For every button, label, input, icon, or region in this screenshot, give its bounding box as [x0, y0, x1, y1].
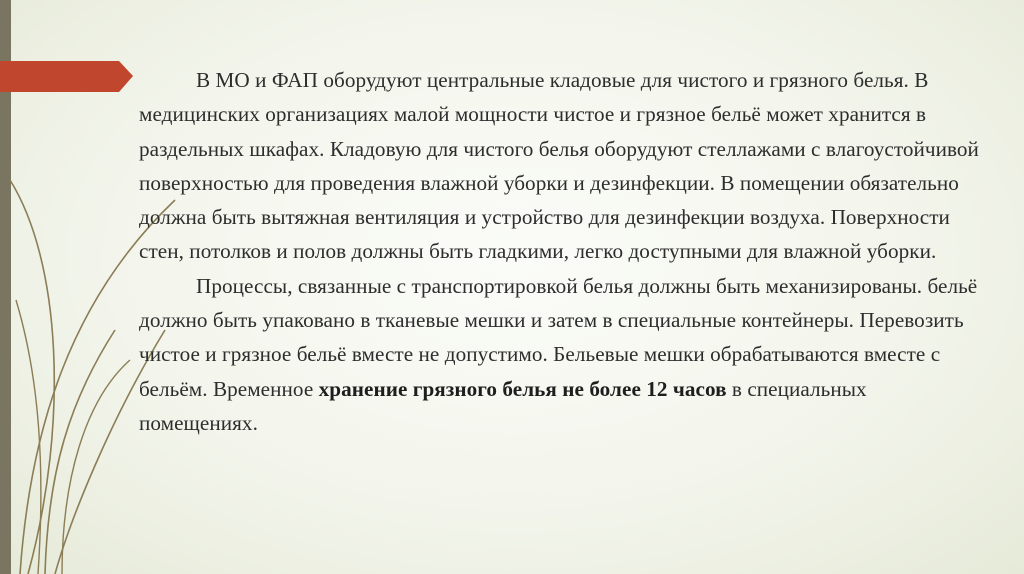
bold-highlight: хранение грязного белья не более 12 часов — [318, 376, 727, 401]
paragraph-linen-transport — [139, 269, 989, 440]
accent-arrow-marker — [0, 61, 133, 92]
slide-body — [139, 63, 989, 440]
paragraph-text-end: в специальных помещениях. — [139, 376, 867, 435]
paragraph-text: Процессы, связанные с транспортировкой белья должны быть механизированы. бельё должно быть упаковано в тканевые мешки и затем в специальные контейнеры. Перевозить чистое и грязное бельё вместе не допустимо. Бельевые мешки обрабатываются вместе с бельём. Временное — [139, 273, 978, 401]
paragraph-storage-rooms: В МО и ФАП оборудуют центральные кладовые для чистого и грязного белья. В медицинских организациях малой мощности чистое и грязное бельё может хранится в раздельных шкафах. Кладовую для чистого белья оборудуют стеллажами с влагоустойчивой поверхностью для проведения влажной уборки и дезинфекции. В помещении обязательно должна быть вытяжная вентиляция и устройство для дезинфекции воздуха. Поверхности стен, потолков и полов должны быть гладкими, легко доступными для влажной уборки. — [139, 68, 979, 264]
